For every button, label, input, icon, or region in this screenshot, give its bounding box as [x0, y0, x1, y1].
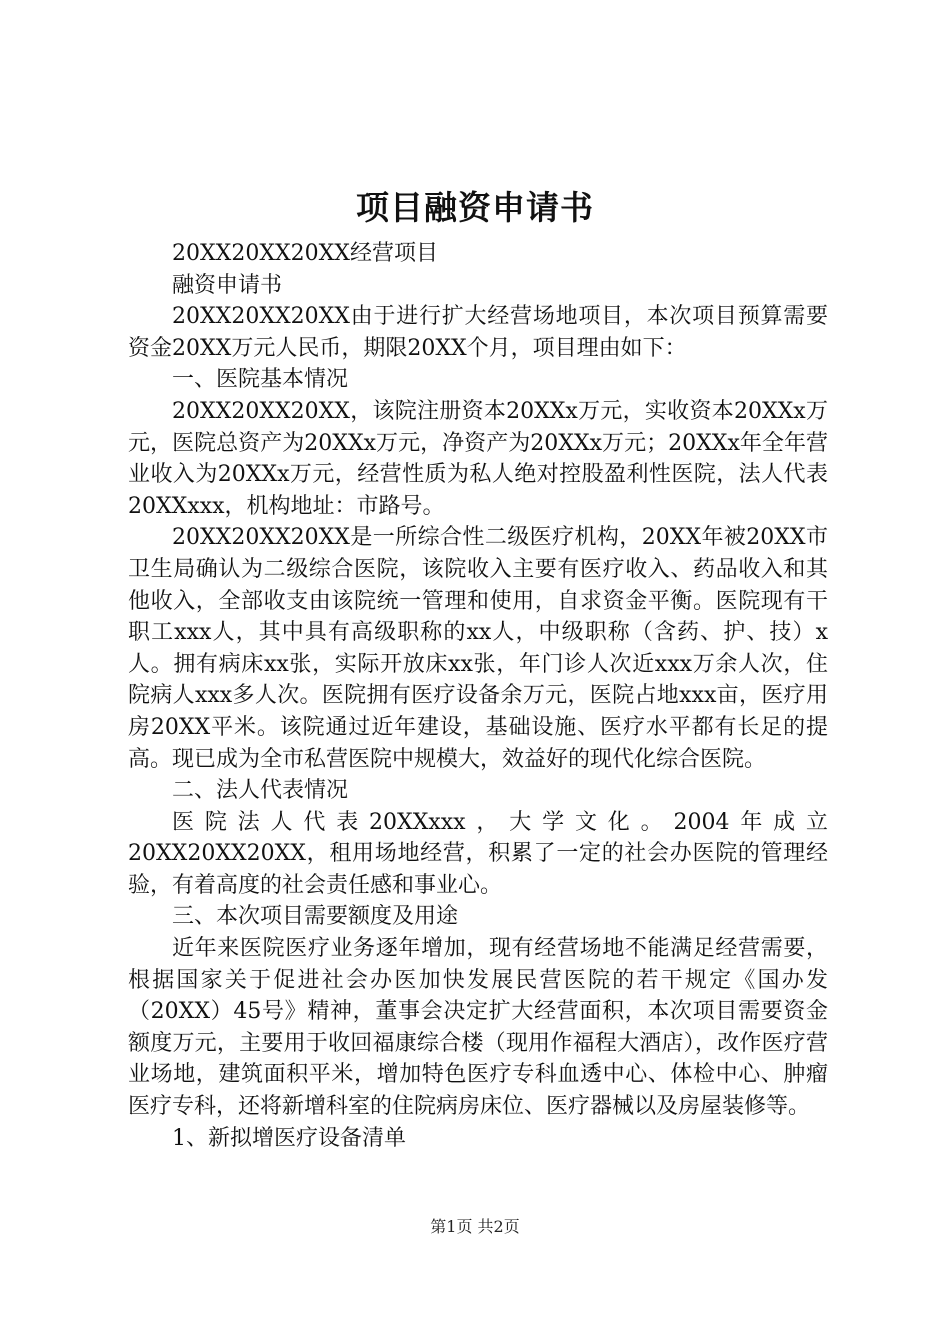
page-footer: 第1页 共2页 — [430, 1217, 520, 1236]
project-line: 20XX20XX20XX经营项目 — [172, 241, 438, 266]
hospital-profile-paragraph: 20XX20XX20XX是一所综合性二级医疗机构，20XX年被20XX市卫生局确认为二级综合医院，该院收入主要有医疗收入、药品收入和其他收入，全部收支由该院统一管理和使用，自求资金平衡。医院现有干职工xxx人，其中具有高级职称的xx人，中级职称（含药、护、技）x人。拥有病床xx张，实际开放床xx张，年门诊人次近xxx万余人次，住院病人xxx多人次。医院拥有医疗设备余万元，医院占地xxx亩，医疗用房20XX平米。该院通过近年建设，基础设施、医疗水平都有长足的提高。现已成为全市私营医院中规模大，效益好的现代化综合医院。 — [128, 525, 828, 772]
section-heading-1: 一、医院基本情况 — [172, 367, 349, 393]
document-title: 项目融资申请书 — [356, 188, 594, 227]
application-line: 融资申请书 — [172, 272, 283, 298]
funding-purpose-paragraph: 近年来医院医疗业务逐年增加，现有经营场地不能满足经营需要，根据国家关于促进社会办医加快发展民营医院的若干规定《国办发（20XX）45号》精神，董事会决定扩大经营面积，本次项目需要资金额度万元，主要用于收回福康综合楼（现用作福程大酒店），改作医疗营业场地，建筑面积平米，增加特色医疗专科血透中心、体检中心、肿瘤医疗专科，还将新增科室的住院病房床位、医疗器械以及房屋装修等。 — [128, 936, 828, 1120]
document-body — [128, 238, 828, 1154]
legal-representative-paragraph: 医院法人代表20XXxxx，大学文化。2004年成立20XX20XX20XX，租用场地经营，积累了一定的社会办医院的管理经验，有着高度的社会责任感和事业心。 — [128, 809, 828, 898]
equipment-list-heading: 1、新拟增医疗设备清单 — [172, 1125, 406, 1151]
hospital-capital-paragraph: 20XX20XX20XX，该院注册资本20XXx万元，实收资本20XXx万元，医院总资产为20XXx万元，净资产为20XXx万元；20XXx年全年营业收入为20XXx万元，经营性质为私人绝对控股盈利性医院，法人代表20XXxxx，机构地址：市路号。 — [128, 398, 828, 519]
section-heading-2: 二、法人代表情况 — [172, 778, 349, 804]
intro-paragraph: 20XX20XX20XX由于进行扩大经营场地项目，本次项目预算需要资金20XX万元人民币，期限20XX个月，项目理由如下： — [128, 304, 828, 361]
section-heading-3: 三、本次项目需要额度及用途 — [172, 904, 459, 930]
